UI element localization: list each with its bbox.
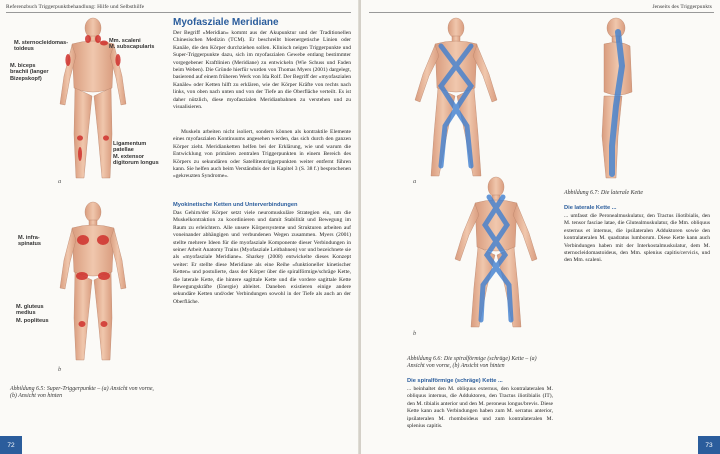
label-gluteus-medius: M. gluteus medius xyxy=(16,304,44,317)
section-title-meridiane: Myofasziale Meridiane xyxy=(173,17,279,28)
figure-a-label: a xyxy=(58,178,62,185)
spiral-chain-back-figure xyxy=(441,175,551,335)
figure-6-6b-label: b xyxy=(413,330,417,337)
paragraph-myokinetic-chains: Das Gehirn/der Körper setzt viele neuromuskuläre Strategien ein, um die Muskelkontraktion zu koordinieren und damit Stabilität und Bewegung im Raum zu erleichtern. Alle unsere Körpersysteme und Strukturen arbeiten auf voneinander abhängigen und verbundenen Wegen zusammen. Myers (2001) stellte mehrere Ideen für die myofasziale Komponente dieser Verbindungen in seiner Arbeit Anatomy Trains (Myofasziale Leitbahnen) vor und bezeichnete sie als »myofasziale Meridiane«. Sharkey (2008) entwickelte dieses Konzept weiter: Er stellte diese Meridiane als eine Reihe »funktioneller kinetischer Ketten« und postulierte, dass der Körper über die spiralförmige/schräge Kette, die laterale Kette, die hintere sagittale Kette und die vordere sagittale Kette Bewegungskräfte (Energie) ableitet. Daneben existieren einige andere sekundäre Ketten und/oder Verbindungen sowohl in der Tiefe als auch an der Oberfläche. xyxy=(173,210,351,305)
label-infraspinatus: M. infra- spinatus xyxy=(18,235,42,248)
spiral-chain-title: Die spiralförmige (schräge) Kette ... xyxy=(407,378,503,384)
lateral-chain-text: ... umfasst die Peronealmuskulatur, den Tractus iliotibialis, den M. tensor fasciae latae, die Glutealmuskulatur, die Mm. obliquus externus et internus, die ipsilateralen Adduktoren sowie den kontralateralen M. quadratus lumborum. Diese Kette kann auch Verbindungen haben mit der Interkostalmuskulatur, dem M. sternocleidomastoideus, den Mm. splenius capitis/cervicis, und den Mm. scaleni. xyxy=(564,213,710,264)
subhead-myokinetic: Myokinetische Ketten und Unterverbindungen xyxy=(173,202,298,208)
figure-b-label: b xyxy=(58,366,62,373)
running-head-left: Referenzbuch Triggerpunktbehandlung: Hilfe und Selbsthilfe xyxy=(6,4,145,10)
right-page xyxy=(361,0,720,454)
spiral-chain-front-figure xyxy=(401,16,511,186)
label-biceps: M. biceps brachii (langer Bizepskopf) xyxy=(10,63,49,82)
figure-6-7-caption: Abbildung 6.7: Die laterale Kette xyxy=(564,190,644,196)
label-scaleni: Mm. scaleni M. subscapularis xyxy=(109,38,155,51)
left-page xyxy=(0,0,359,454)
figure-6-6a-label: a xyxy=(413,178,417,185)
header-rule xyxy=(369,12,714,13)
figure-6-6-caption: Abbildung 6.6: Die spiralförmige (schräge) Kette – (a) Ansicht von vorne, (b) Ansicht von hinten xyxy=(407,356,537,370)
running-head-right: Jenseits des Triggerpunkts xyxy=(652,4,712,10)
label-ligamentum-patellae: Ligamentum patellae xyxy=(113,141,147,154)
back-body-figure xyxy=(38,200,148,372)
paragraph-meridian-intro: Der Begriff »Meridian« kommt aus der Akupunktur und der Traditionellen Chinesischen Medizin (TCM). Er beschreibt bioenergetische Linien oder Kanäle, die den Körper durchziehen sollen. Klinisch neigen Triggerpunkte und Super-Triggerpunkte dazu, sich im myofaszialen Gewebe entlang bestimmter vorgegebener Kraftlinien (Meridiane) zu entwickeln (Wie Schuss und Faden beim Weben). Die Gründe hierfür wurden von Thomas Myers (2001) dargelegt, basierend auf einem früheren Werk von Ida Rolf. Der Begriff der »myofaszialen Kanäle« oder Ketten hilft zu erklären, wie der Körper Kräfte von rechts nach links, von oben nach unten und von der Tiefe an die Oberfläche verteilt. Es ist daher nützlich, diese myofaszialen Meridianbahnen zu verstehen und zu visualisieren. xyxy=(173,30,352,111)
lateral-chain-title: Die laterale Kette ... xyxy=(564,205,617,211)
label-popliteus: M. popliteus xyxy=(16,318,49,324)
page-number-left: 72 xyxy=(0,436,22,454)
lateral-chain-figure xyxy=(576,16,656,186)
spiral-chain-text: ... beinhaltet den M. obliquus externus, den kontralateralen M. obliquus internus, die Adduktoren, den Tractus iliotibialis (IT), den M. tibialis anterior und den M. peroneus longus/brevis. Diese Kette kann auch Verbindungen haben zum M. serratus anterior, ipsilateralen M. rhomboideus und zum kontralateralen M. splenius capitis. xyxy=(407,386,553,430)
header-rule xyxy=(6,12,351,13)
label-sternocleidomastoideus: M. sternocleidomas- toideus xyxy=(14,40,69,53)
figure-6-5-caption: Abbildung 6.5: Super-Triggerpunkte – (a) Ansicht von vorne, (b) Ansicht von hinten xyxy=(10,386,154,400)
page-number-right: 73 xyxy=(698,436,720,454)
label-extensor-digitorum: M. extensor digitorum longus xyxy=(113,154,159,167)
paragraph-muscle-continuum: Muskeln arbeiten nicht isoliert, sondern können als kontraktile Elemente eines myofaszialen Kontinuums angesehen werden, das sich durch den ganzen Körper zieht. Meridianketten helfen bei der Erklärung, wie und warum die Entwicklung von primären zentralen Triggerpunkten in einem Bereich des Körpers zu sekundären oder Satellitentriggerpunkten weiter entfernt führen kann. Sie helfen auch beim Verständnis der in Kapitel 3 (S. 38 f.) besprochenen »gekreuzten Syndrome«. xyxy=(173,129,351,180)
